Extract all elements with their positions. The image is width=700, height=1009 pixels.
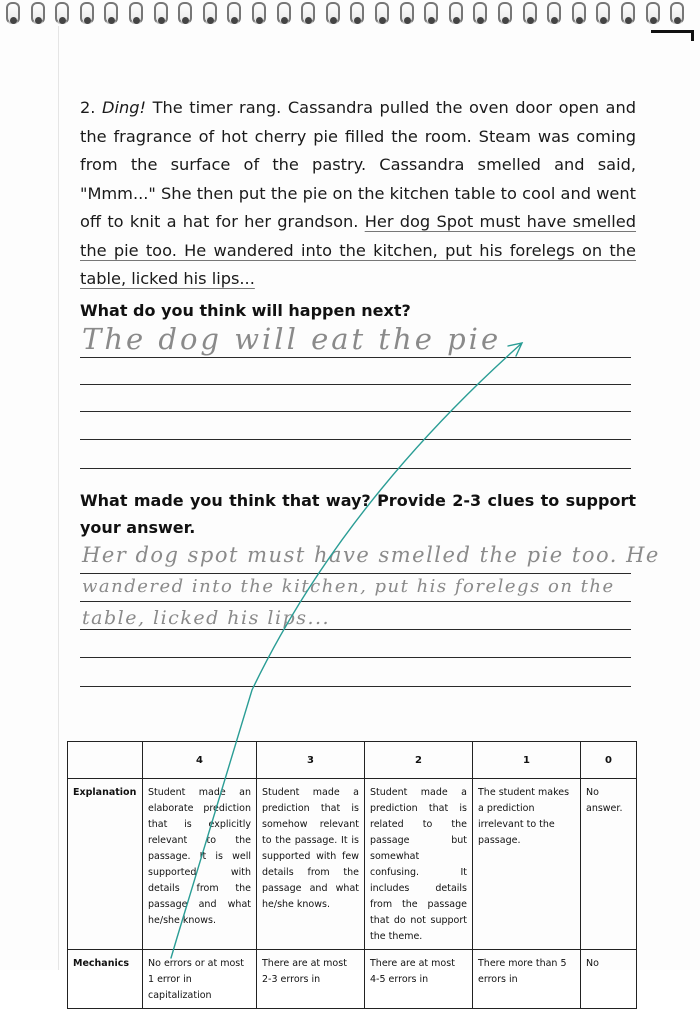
rubric-cell: There are at most 4-5 errors in xyxy=(365,950,473,1009)
rubric-header-cell: 3 xyxy=(257,742,365,779)
spiral-hole xyxy=(84,17,91,24)
story-text: The timer rang. Cassandra pulled the oven door open and the fragrance of hot cherry pie filled the room. Steam was coming from the surface of the pastry. Cassandra smelled and said, "Mmm..." She then put the pie on the kitchen table to cool and went off to knit a hat for her grandson. xyxy=(80,98,636,231)
spiral-hole xyxy=(502,17,509,24)
answer-line xyxy=(80,439,631,440)
rubric-header-cell: 0 xyxy=(581,742,637,779)
rubric-cell: No errors or at most 1 error in capitalization xyxy=(143,950,257,1009)
answer-line xyxy=(80,657,631,658)
answer-line xyxy=(80,411,631,412)
story-ding: Ding! xyxy=(102,98,147,117)
rubric-cell: There more than 5 errors in xyxy=(473,950,581,1009)
spiral-hole xyxy=(256,17,263,24)
rubric-cell: No answer. xyxy=(581,779,637,950)
story-underlined-clue: Her dog Spot must have smelled the pie too. He wandered into the kitchen, put his forelegs on the table, licked his lips... xyxy=(80,212,637,288)
answer-line xyxy=(80,629,631,630)
rubric-cell: Student made a prediction that is related to the passage but somewhat confusing. It includes details from the passage that do not support the theme. xyxy=(365,779,473,950)
answer-line xyxy=(80,573,631,574)
answer-line xyxy=(80,384,631,385)
rubric-header-cell xyxy=(68,742,143,779)
rubric-row-mechanics xyxy=(68,950,637,1009)
spiral-hole xyxy=(35,17,42,24)
question-2-answer-line-2: wandered into the kitchen, put his forelegs on the xyxy=(82,576,615,597)
spiral-hole xyxy=(158,17,165,24)
spiral-hole xyxy=(379,17,386,24)
corner-mark xyxy=(651,30,694,41)
question-1-answer: The dog will eat the pie xyxy=(82,322,502,356)
rubric-cell: Student made a prediction that is somehow relevant to the passage. It is supported with few details from the passage and what he/she knows. xyxy=(257,779,365,950)
rubric-cell: The student makes a prediction irrelevant to the passage. xyxy=(473,779,581,950)
rubric-header-row xyxy=(68,742,637,779)
spiral-binding xyxy=(0,0,700,26)
story-passage xyxy=(80,94,636,294)
answer-line xyxy=(80,357,631,358)
spiral-hole xyxy=(527,17,534,24)
answer-line xyxy=(80,601,631,602)
spiral-hole xyxy=(10,17,17,24)
question-2-heading: What made you think that way? Provide 2-3 clues to support your answer. xyxy=(80,491,636,537)
spiral-hole xyxy=(453,17,460,24)
rubric-row-explanation xyxy=(68,779,637,950)
spiral-hole xyxy=(625,17,632,24)
question-1-heading: What do you think will happen next? xyxy=(80,301,411,320)
rubric-cell: Student made an elaborate prediction that is explicitly relevant to the passage. It is well supported with details from the passage and what he/she knows. xyxy=(143,779,257,950)
answer-line xyxy=(80,686,631,687)
rubric-cell: No xyxy=(581,950,637,1009)
story-number: 2. xyxy=(80,98,96,117)
answer-line xyxy=(80,468,631,469)
rubric-table xyxy=(67,741,637,1009)
spiral-hole xyxy=(207,17,214,24)
question-2-answer-line-3: table, licked his lips... xyxy=(82,607,331,629)
rubric-cell: There are at most 2-3 errors in xyxy=(257,950,365,1009)
rubric-header-cell: 2 xyxy=(365,742,473,779)
spiral-hole xyxy=(650,17,657,24)
question-2-answer-line-1: Her dog spot must have smelled the pie too. He xyxy=(82,543,660,567)
spiral-hole xyxy=(281,17,288,24)
spiral-hole xyxy=(404,17,411,24)
rubric-header-cell: 1 xyxy=(473,742,581,779)
spiral-hole xyxy=(576,17,583,24)
spiral-hole xyxy=(133,17,140,24)
spiral-hole xyxy=(330,17,337,24)
rubric-row-label: Mechanics xyxy=(68,950,143,1009)
rubric-row-label: Explanation xyxy=(68,779,143,950)
rubric-header-cell: 4 xyxy=(143,742,257,779)
